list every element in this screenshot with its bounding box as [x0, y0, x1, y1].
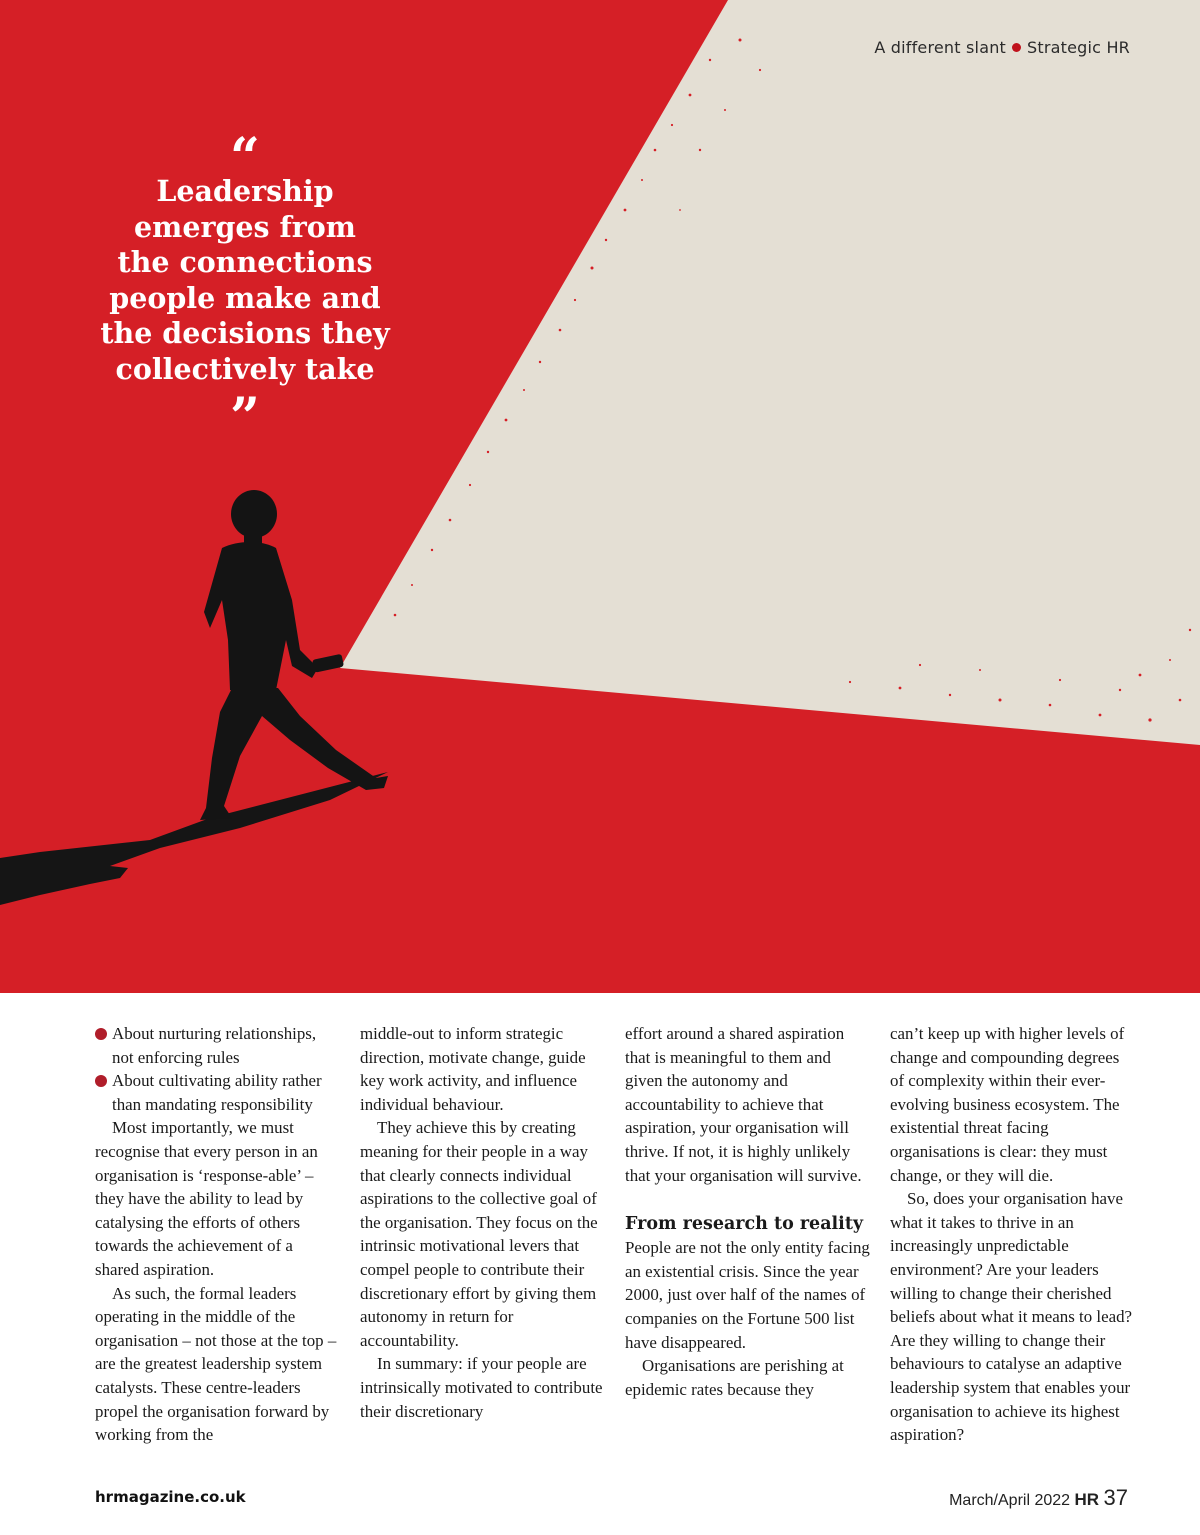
- subheading: From research to reality: [625, 1214, 864, 1235]
- article-column-2: [360, 1022, 605, 1423]
- paragraph: Most importantly, we must recognise that every person in an organisation is ‘response-able’ – they have the ability to lead by catalysing the efforts of others towards the achievement of a shared aspiration.: [95, 1118, 318, 1279]
- quote-line: people make and: [109, 280, 381, 315]
- article-column-4: [890, 1022, 1135, 1447]
- bullet-dot-icon: [1012, 43, 1021, 52]
- quote-line: the connections: [117, 245, 373, 280]
- issue-date: March/April 2022: [949, 1492, 1071, 1509]
- bullet-dot-icon: [95, 1075, 107, 1087]
- paragraph: They achieve this by creating meaning for their people in a way that clearly connects individual aspirations to the collective goal of the organisation. They focus on the intrinsic motivational levers that compel people to contribute their discretionary effort by giving them autonomy in return for accountability.: [360, 1118, 598, 1350]
- article-column-3: [625, 1022, 870, 1401]
- bullet-text: About cultivating ability rather than mandating responsibility: [112, 1071, 322, 1114]
- pull-quote-text: [95, 174, 395, 388]
- section-tag: [874, 38, 1130, 57]
- paragraph: As such, the formal leaders operating in the middle of the organisation – not those at the top – are the greatest leadership system catalysts. These centre-leaders propel the organisation forward by working from the: [95, 1283, 337, 1445]
- quote-line: emerges from: [134, 209, 356, 244]
- paragraph: effort around a shared aspiration that is meaningful to them and given the autonomy and accountability to achieve that aspiration, your organisation will thrive. If not, it is highly unlikely that your organisation will survive.: [625, 1024, 862, 1185]
- paragraph: People are not the only entity facing an existential crisis. Since the year 2000, just over half of the names of companies on the Fortune 500 list have disappeared.: [625, 1238, 870, 1352]
- paragraph: So, does your organisation have what it takes to thrive in an increasingly unpredictable environment? Are your leaders willing to change their cherished beliefs about what it means to lead? Are they willing to change their behaviours to catalyse an adaptive leadership system that enables your organisation to achieve its highest aspiration?: [890, 1189, 1133, 1445]
- paragraph: can’t keep up with higher levels of change and compounding degrees of complexity within their ever-evolving business ecosystem. The existential threat facing organisations is clear: they must change, or they will die.: [890, 1024, 1125, 1185]
- bullet-item: [95, 1022, 340, 1069]
- magazine-name: HR: [1074, 1490, 1100, 1509]
- section-name: A different slant: [874, 38, 1007, 57]
- subsection-name: Strategic HR: [1027, 38, 1130, 57]
- pull-quote: [95, 127, 395, 448]
- paragraph: Organisations are perishing at epidemic rates because they: [625, 1356, 844, 1399]
- paragraph: In summary: if your people are intrinsically motivated to contribute their discretionary: [360, 1354, 603, 1421]
- bullet-item: [95, 1069, 340, 1116]
- page-number: 37: [1103, 1485, 1128, 1510]
- quote-line: the decisions they: [100, 316, 390, 351]
- article-column-1: [95, 1022, 340, 1447]
- paragraph: middle-out to inform strategic direction, motivate change, guide key work activity, and influence individual behaviour.: [360, 1024, 586, 1114]
- quote-line: collectively take: [115, 351, 375, 386]
- close-quote-icon: ”: [230, 386, 260, 448]
- open-quote-icon: “: [230, 127, 260, 188]
- bullet-dot-icon: [95, 1028, 107, 1040]
- bullet-text: About nurturing relationships, not enforcing rules: [112, 1024, 317, 1067]
- quote-line: Leadership: [156, 174, 334, 208]
- footer-website[interactable]: hrmagazine.co.uk: [95, 1488, 246, 1506]
- footer-issue-info: [949, 1485, 1128, 1511]
